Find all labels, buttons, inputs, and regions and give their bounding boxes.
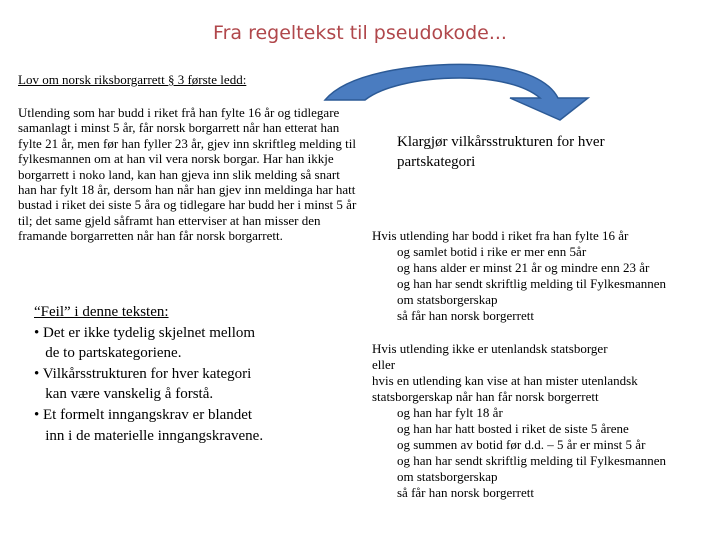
- slide-title: Fra regeltekst til pseudokode...: [213, 22, 507, 44]
- pseudo-line: og han har sendt skriftlig melding til Fylkesmannen: [397, 453, 666, 469]
- pseudo-line: Hvis utlending ikke er utenlandsk statsborger: [372, 340, 608, 356]
- fault-line: kan være vanskelig å forstå.: [34, 386, 214, 403]
- pseudo-line: om statsborgerskap: [397, 292, 498, 308]
- law-text: Utlending som har budd i riket frå han fylte 16 år og tidlegare samanlagt i minst 5 år, får norsk borgarrett når han etterat han fylte 21 år, men før han fyller 23 år, gjev inn skriftleg melding til fylkesmannen om at han vil vera norsk borgar. Har han ikkje borgarrett i noko land, kan han gjeva inn slik melding så snart han har fylt 18 år, dersom han når han gjev inn meldinga har hatt bustad i riket dei siste 5 åra og tidlegare har budd her i minst 5 år til; det same gjeld såframt han etterviser at han misser den framande borgarretten når han får norsk borgarrett.: [18, 105, 357, 244]
- curved-arrow-icon: [320, 60, 600, 130]
- pseudo-line: og han har sendt skriftlig melding til Fylkesmannen: [397, 276, 666, 292]
- pseudo-line: og han har hatt bosted i riket de siste 5 årene: [397, 421, 629, 437]
- prep-text: Klargjør vilkårsstrukturen for hver partskategori: [397, 134, 605, 170]
- pseudo-line: og summen av botid før d.d. – 5 år er minst 5 år: [397, 437, 646, 453]
- pseudo-line: og samlet botid i rike er mer enn 5år: [397, 244, 587, 260]
- fault-line: • Et formelt inngangskrav er blandet: [34, 406, 253, 423]
- fault-line: • Det er ikke tydelig skjelnet mellom: [34, 324, 256, 341]
- fault-line: inn i de materielle inngangskravene.: [34, 427, 264, 444]
- faults-heading: “Feil” i denne teksten:: [34, 304, 169, 320]
- pseudocode: [372, 228, 666, 502]
- pseudo-line: om statsborgerskap: [397, 469, 498, 485]
- pseudo-line: så får han norsk borgerrett: [397, 308, 534, 324]
- pseudo-line: og hans alder er minst 21 år og mindre enn 23 år: [397, 260, 650, 276]
- pseudo-line: og han har fylt 18 år: [397, 404, 503, 420]
- faults-list: [34, 302, 334, 446]
- fault-line: • Vilkårsstrukturen for hver kategori: [34, 365, 252, 382]
- fault-line: de to partskategoriene.: [34, 345, 182, 362]
- pseudo-line: eller: [372, 356, 396, 372]
- pseudo-line: så får han norsk borgerrett: [397, 485, 534, 501]
- law-heading: Lov om norsk riksborgarrett § 3 første ledd:: [18, 72, 247, 87]
- pseudo-line: statsborgerskap når han får norsk borgerrett: [372, 388, 599, 404]
- pseudo-line: Hvis utlending har bodd i riket fra han fylte 16 år: [372, 228, 629, 243]
- pseudo-line: hvis en utlending kan vise at han mister utenlandsk: [372, 372, 638, 388]
